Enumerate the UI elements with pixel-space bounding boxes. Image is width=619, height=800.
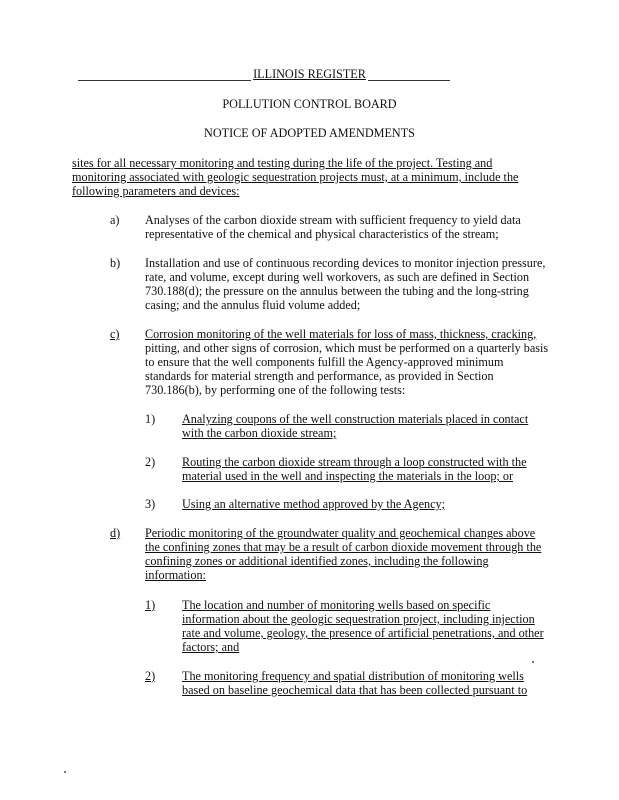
item-d-line: information: <box>145 568 206 582</box>
scan-speck <box>532 661 534 663</box>
item-c-line: standards for material strength and performance, as provided in Section <box>145 369 494 383</box>
item-c-sub-label: 2) <box>145 455 156 469</box>
intro-line: sites for all necessary monitoring and testing during the life of the project. Testing and <box>72 156 493 170</box>
item-c-sub-line: material used in the well and inspecting the materials in the loop; or <box>182 469 514 483</box>
item-d-sub-line: factors; and <box>182 640 240 654</box>
item-c-sub-line: with the carbon dioxide stream; <box>182 426 337 440</box>
item-c-line: to ensure that the well components fulfill the Agency-approved minimum <box>145 355 504 369</box>
register-title <box>0 67 619 82</box>
item-c-sub-line: Routing the carbon dioxide stream through a loop constructed with the <box>182 455 527 469</box>
item-c-line: pitting, and other signs of corrosion, which must be performed on a quarterly basis <box>145 341 549 355</box>
scan-speck <box>64 771 66 773</box>
item-d-sub-label: 2) <box>145 669 156 683</box>
item-d-line: confining zones or additional identified zones, including the following <box>145 554 489 568</box>
item-c-sub-line: Analyzing coupons of the well construction materials placed in contact <box>182 412 529 426</box>
item-d-sub-line: The location and number of monitoring wells based on specific <box>182 598 491 612</box>
item-b-line: casing; and the annulus fluid volume added; <box>145 298 361 312</box>
item-d-sub-line: rate and volume, geology, the presence of artificial penetrations, and other <box>182 626 544 640</box>
item-a-line: representative of the chemical and physical characteristics of the stream; <box>145 227 499 241</box>
item-c-sub-label: 1) <box>145 412 156 426</box>
item-b-label: b) <box>110 256 121 270</box>
register-title-text: ILLINOIS REGISTER <box>253 67 366 81</box>
item-c-sub-label: 3) <box>145 497 156 511</box>
item-d-sub-label: 1) <box>145 598 156 612</box>
item-d-label: d) <box>110 526 121 540</box>
item-a-label: a) <box>110 213 120 227</box>
item-c-sub-line: Using an alternative method approved by the Agency; <box>182 497 445 511</box>
item-b-line: rate, and volume, except during well workovers, as such are defined in Section <box>145 270 530 284</box>
notice-title: NOTICE OF ADOPTED AMENDMENTS <box>204 126 415 140</box>
intro-line: monitoring associated with geologic sequestration projects must, at a minimum, include the <box>72 170 519 184</box>
item-c-label: c) <box>110 327 120 341</box>
item-a-line: Analyses of the carbon dioxide stream with sufficient frequency to yield data <box>145 213 521 227</box>
item-b-line: 730.188(d); the pressure on the annulus between the tubing and the long-string <box>145 284 529 298</box>
item-c-line: 730.186(b), by performing one of the following tests: <box>145 383 406 397</box>
intro-line: following parameters and devices: <box>72 184 240 198</box>
item-c-line: Corrosion monitoring of the well materials for loss of mass, thickness, cracking, <box>145 327 537 341</box>
item-d-sub-line: information about the geologic sequestration project, including injection <box>182 612 535 626</box>
item-d-line: Periodic monitoring of the groundwater quality and geochemical changes above <box>145 526 536 540</box>
board-title: POLLUTION CONTROL BOARD <box>222 97 397 111</box>
item-d-line: the confining zones that may be a result of carbon dioxide movement through the <box>145 540 542 554</box>
item-d-sub-line: The monitoring frequency and spatial distribution of monitoring wells <box>182 669 524 683</box>
item-b-line: Installation and use of continuous recording devices to monitor injection pressure, <box>145 256 546 270</box>
item-d-sub-line: based on baseline geochemical data that has been collected pursuant to <box>182 683 528 697</box>
